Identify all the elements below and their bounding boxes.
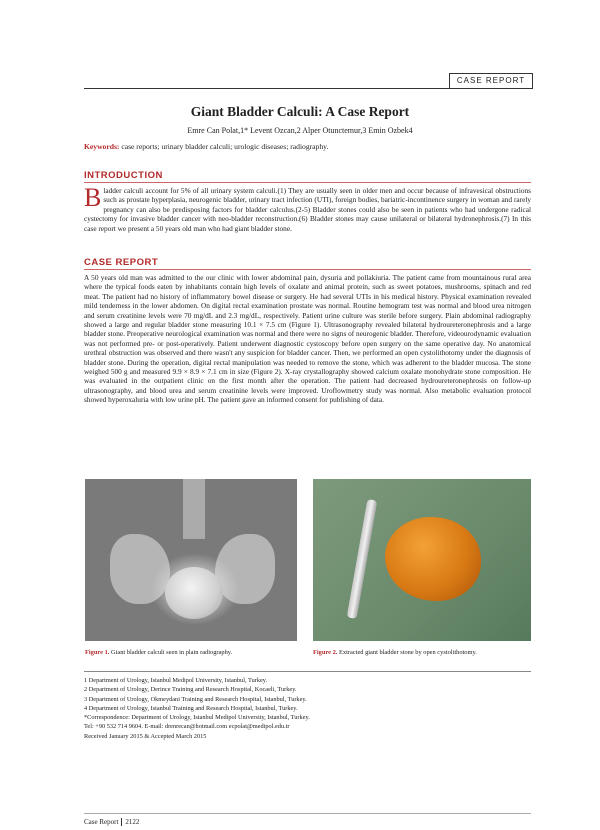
affiliation-2: 2 Department of Urology, Derince Training and Research Hospital, Kocaeli, Turkey. xyxy=(84,686,297,694)
contact: Tel: +90 532 714 9604. E-mail: drenrecan@hotmail.com ecpolat@medipol.edu.tr xyxy=(84,723,290,731)
introduction-paragraph xyxy=(84,183,531,233)
affiliation-notes xyxy=(84,676,531,741)
case-report-rule xyxy=(84,269,531,270)
case-report-heading: CASE REPORT xyxy=(84,257,159,268)
correspondence: *Correspondence: Department of Urology, Istanbul Medipol University, Istanbul, Turkey. xyxy=(84,714,310,722)
received-accepted: Received January 2015 & Accepted March 2015 xyxy=(84,732,207,740)
case-report-tag: CASE REPORT xyxy=(449,73,533,89)
dropcap: B xyxy=(84,183,102,212)
figure-2-stone-photo xyxy=(313,479,531,641)
introduction-heading: INTRODUCTION xyxy=(84,170,163,181)
figure-1-radiograph xyxy=(85,479,297,641)
figure-1-caption xyxy=(85,649,232,656)
extracted-stone xyxy=(385,517,481,601)
notes-rule xyxy=(84,671,531,672)
footer-journal: Case Report xyxy=(84,818,119,826)
article-title: Giant Bladder Calculi: A Case Report xyxy=(190,104,410,119)
affiliation-3: 3 Department of Urology, Okmeydani Training and Research Hospital, Istanbul, Turkey. xyxy=(84,695,307,703)
keywords-label: Keywords: xyxy=(84,142,120,151)
introduction-text: ladder calculi account for 5% of all urinary system calculi.(1) They are usually seen in older men and occur because of infravesical obstructions such as prostate hyperplasia, neurogenic bladder, urinary tract infection (UTI), foreign bodies, bariatric-incontinence surgery in woman and rarely pregnancy can also be predisposing factors for bladder calculus.(2-5) Bladder stones could also be seen in patients who had undergone radical cystectomy for invasive bladder cancer with neo-bladder reconstruction.(6) Bladder stones may cause unilateral or bilateral hydronephrosis.(7) In this case report we present a 50 years old man who had giant bladder stone. xyxy=(84,186,531,233)
case-report-paragraph: A 50 years old man was admitted to the our clinic with lower abdominal pain, dysuria and pollakiuria. The patient came from mountainous rural area where the typical foods eaten by inhabitants contain high levels of oxalate and animal protein, such as sweet potatoes, mushrooms, spinach and red meat. The patient had no history of inflammatory bowel disease or surgery. He had several UTIs in his medical history. Physical examination revealed mild tenderness in the lower abdomen. On digital rectal examination prostate was normal. Routine hemogram test was normal and blood urea nitrogen and serum creatinine levels were 70 mg/dL and 2.3 mg/dL, respectively. Patient urine culture was sterile before surgery. Plain abdominal radiography showed a large and regular bladder stone measuring 10.1 × 7.5 cm (Figure 1). Ultrasonography revealed bilateral hydroureteronephrosis and a large bladder stone. Preoperative neurological examination was normal and there were no signs of neurogenic bladder. Therefore, videourodynamic evaluation was not performed pre- or post-operatively. Patient underwent diagnostic cystoscopy before open surgery on the same operative day. No anatomical urethral obstruction was observed and there wasn't any suspicion for bladder cancer. Then, we performed an open cystolithotomy under the diagnosis of bladder stone. During the operation, digital rectal manipulation was needed to remove the stone, which was adherent to the bladder mucosa. The stone weighed 500 g and measured 9.9 × 8.9 × 7.1 cm in size (Figure 2). X-ray crystallography showed calcium oxalate monohydrate stone composition. He was evaluated in the outpatient clinic on the first month after the operation. The patient had decreased hydroureteronephrosis on follow-up ultrasonography, and blood urea and serum creatinine levels were improved. Uroflowmetry study was normal. Also metabolic evaluation protocol showed hyperoxaluria with low urine pH. The patient gave an informed consent for publishing of data. xyxy=(84,273,531,405)
radiograph-pelvis-left xyxy=(110,534,170,604)
scalpel xyxy=(347,499,378,619)
author-list: Emre Can Polat,1* Levent Ozcan,2 Alper Otunctemur,3 Emin Ozbek4 xyxy=(187,126,413,135)
radiograph-bladder-stone xyxy=(165,567,223,619)
footer-page-number: 2122 xyxy=(121,818,139,826)
header-rule xyxy=(84,88,531,89)
keywords-text: case reports; urinary bladder calculi; urologic diseases; radiography. xyxy=(121,142,329,151)
radiograph-pelvis-right xyxy=(215,534,275,604)
figure-2-caption-text: Extracted giant bladder stone by open cystolithotomy. xyxy=(339,649,477,656)
footer-rule xyxy=(84,813,531,814)
figure-1-label: Figure 1. xyxy=(85,649,110,656)
radiograph-spine xyxy=(183,479,205,539)
affiliation-4: 4 Department of Urology, Istanbul Training and Research Hospital, Istanbul, Turkey. xyxy=(84,704,298,712)
figure-2-caption xyxy=(313,649,477,656)
figure-2-label: Figure 2. xyxy=(313,649,338,656)
affiliation-1: 1 Department of Urology, Istanbul Medipol University, Istanbul, Turkey. xyxy=(84,677,268,684)
figure-1-caption-text: Giant bladder calculi seen in plain radiography. xyxy=(111,649,233,656)
page-footer xyxy=(84,818,139,826)
introduction-rule xyxy=(84,182,531,183)
keywords xyxy=(84,142,531,151)
